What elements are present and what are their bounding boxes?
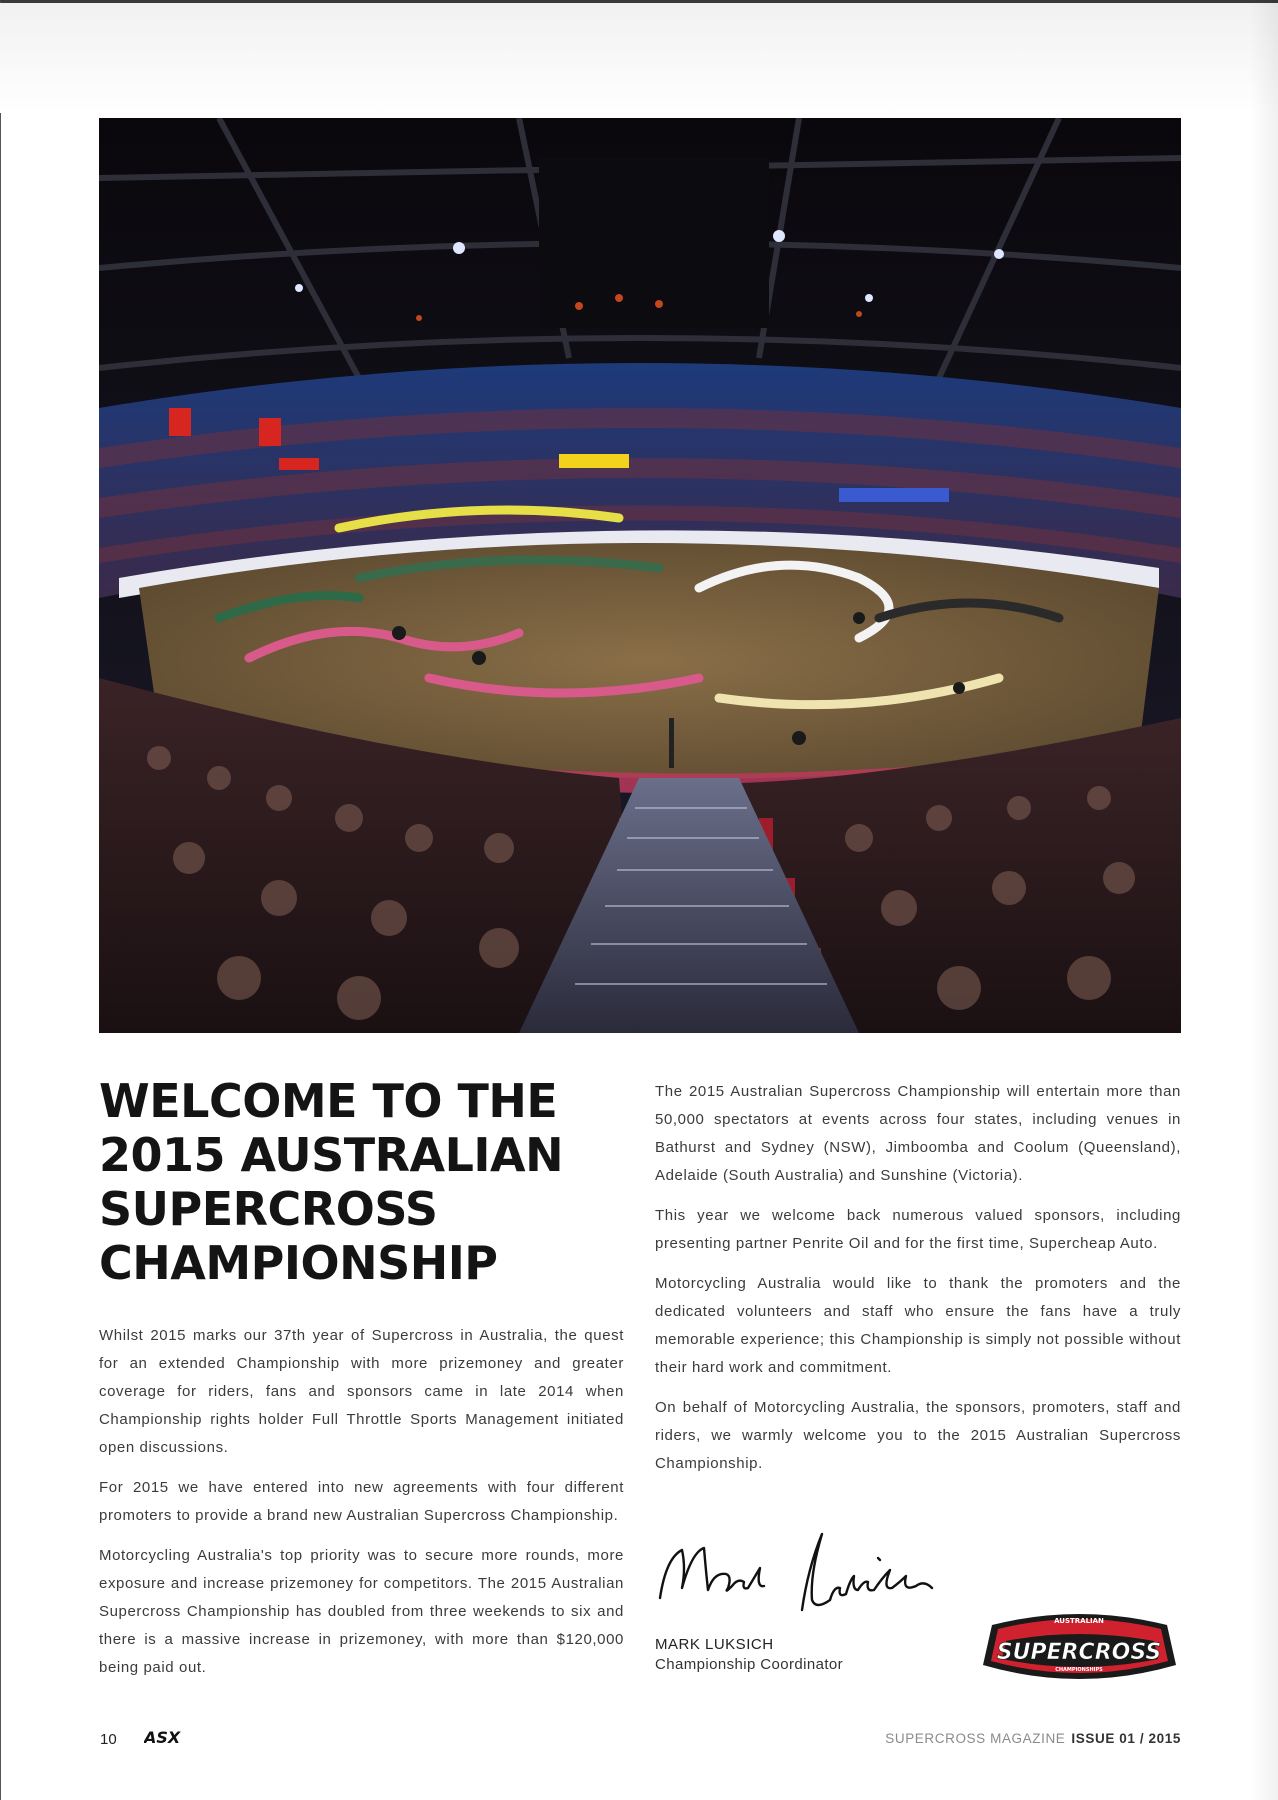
australian-supercross-logo: [978, 1605, 1181, 1687]
asx-brand-logo: [144, 1727, 184, 1747]
article-headline: [99, 1074, 629, 1290]
headline-line: WELCOME TO THE: [99, 1074, 558, 1128]
page-number: 10: [100, 1731, 117, 1748]
footer-magazine-issue: [885, 1731, 1181, 1746]
arena-illustration: [99, 118, 1181, 1033]
signoff-role: Championship Coordinator: [655, 1656, 844, 1673]
page-top-fade: [0, 3, 1278, 113]
footer-issue: ISSUE 01 / 2015: [1071, 1731, 1181, 1746]
handwritten-signature: [652, 1528, 942, 1618]
headline-line: 2015 AUSTRALIAN: [99, 1128, 564, 1182]
hero-photo-arena: [99, 118, 1181, 1033]
paragraph: The 2015 Australian Supercross Championship will entertain more than 50,000 spectators at events across four states, including venues in Bathurst and Sydney (NSW), Jimboomba and Coolum (Queensland), Adelaide (South Australia) and Sunshine (Victoria).: [655, 1083, 1181, 1184]
paragraph: Motorcycling Australia's top priority was to secure more rounds, more exposure and increase prizemoney for competitors. The 2015 Australian Supercross Championship has doubled from three weekends to six and there is a massive increase in prizemoney, with more than $120,000 being paid out.: [99, 1547, 624, 1676]
paragraph: For 2015 we have entered into new agreements with four different promoters to provide a brand new Australian Supercross Championship.: [99, 1479, 624, 1524]
page-edge-shadow: [1250, 0, 1278, 1800]
headline-line: CHAMPIONSHIP: [99, 1236, 498, 1290]
paragraph: On behalf of Motorcycling Australia, the sponsors, promoters, staff and riders, we warmly welcome you to the 2015 Australian Supercross Championship.: [655, 1399, 1181, 1472]
signoff-name: MARK LUKSICH: [655, 1636, 774, 1653]
paragraph: This year we welcome back numerous valued sponsors, including presenting partner Penrite Oil and for the first time, Supercheap Auto.: [655, 1207, 1181, 1252]
logo-main-text: SUPERCROSS: [996, 1640, 1162, 1665]
article-right-column: [655, 1078, 1181, 1490]
footer-magazine-name: SUPERCROSS MAGAZINE: [885, 1731, 1066, 1746]
paragraph: Motorcycling Australia would like to thank the promoters and the dedicated volunteers and staff who ensure the fans have a truly memorable experience; this Championship is simply not possible without their hard work and commitment.: [655, 1275, 1181, 1376]
logo-bottom-text: CHAMPIONSHIPS: [1055, 1667, 1103, 1673]
article-left-column: [99, 1322, 624, 1694]
headline-line: SUPERCROSS: [99, 1182, 438, 1236]
logo-top-text: AUSTRALIAN: [1054, 1617, 1104, 1625]
asx-logo-text: ASX: [144, 1728, 181, 1747]
paragraph: Whilst 2015 marks our 37th year of Supercross in Australia, the quest for an extended Championship with more prizemoney and greater coverage for riders, fans and sponsors came in late 2014 when Championship rights holder Full Throttle Sports Management initiated open discussions.: [99, 1327, 624, 1456]
